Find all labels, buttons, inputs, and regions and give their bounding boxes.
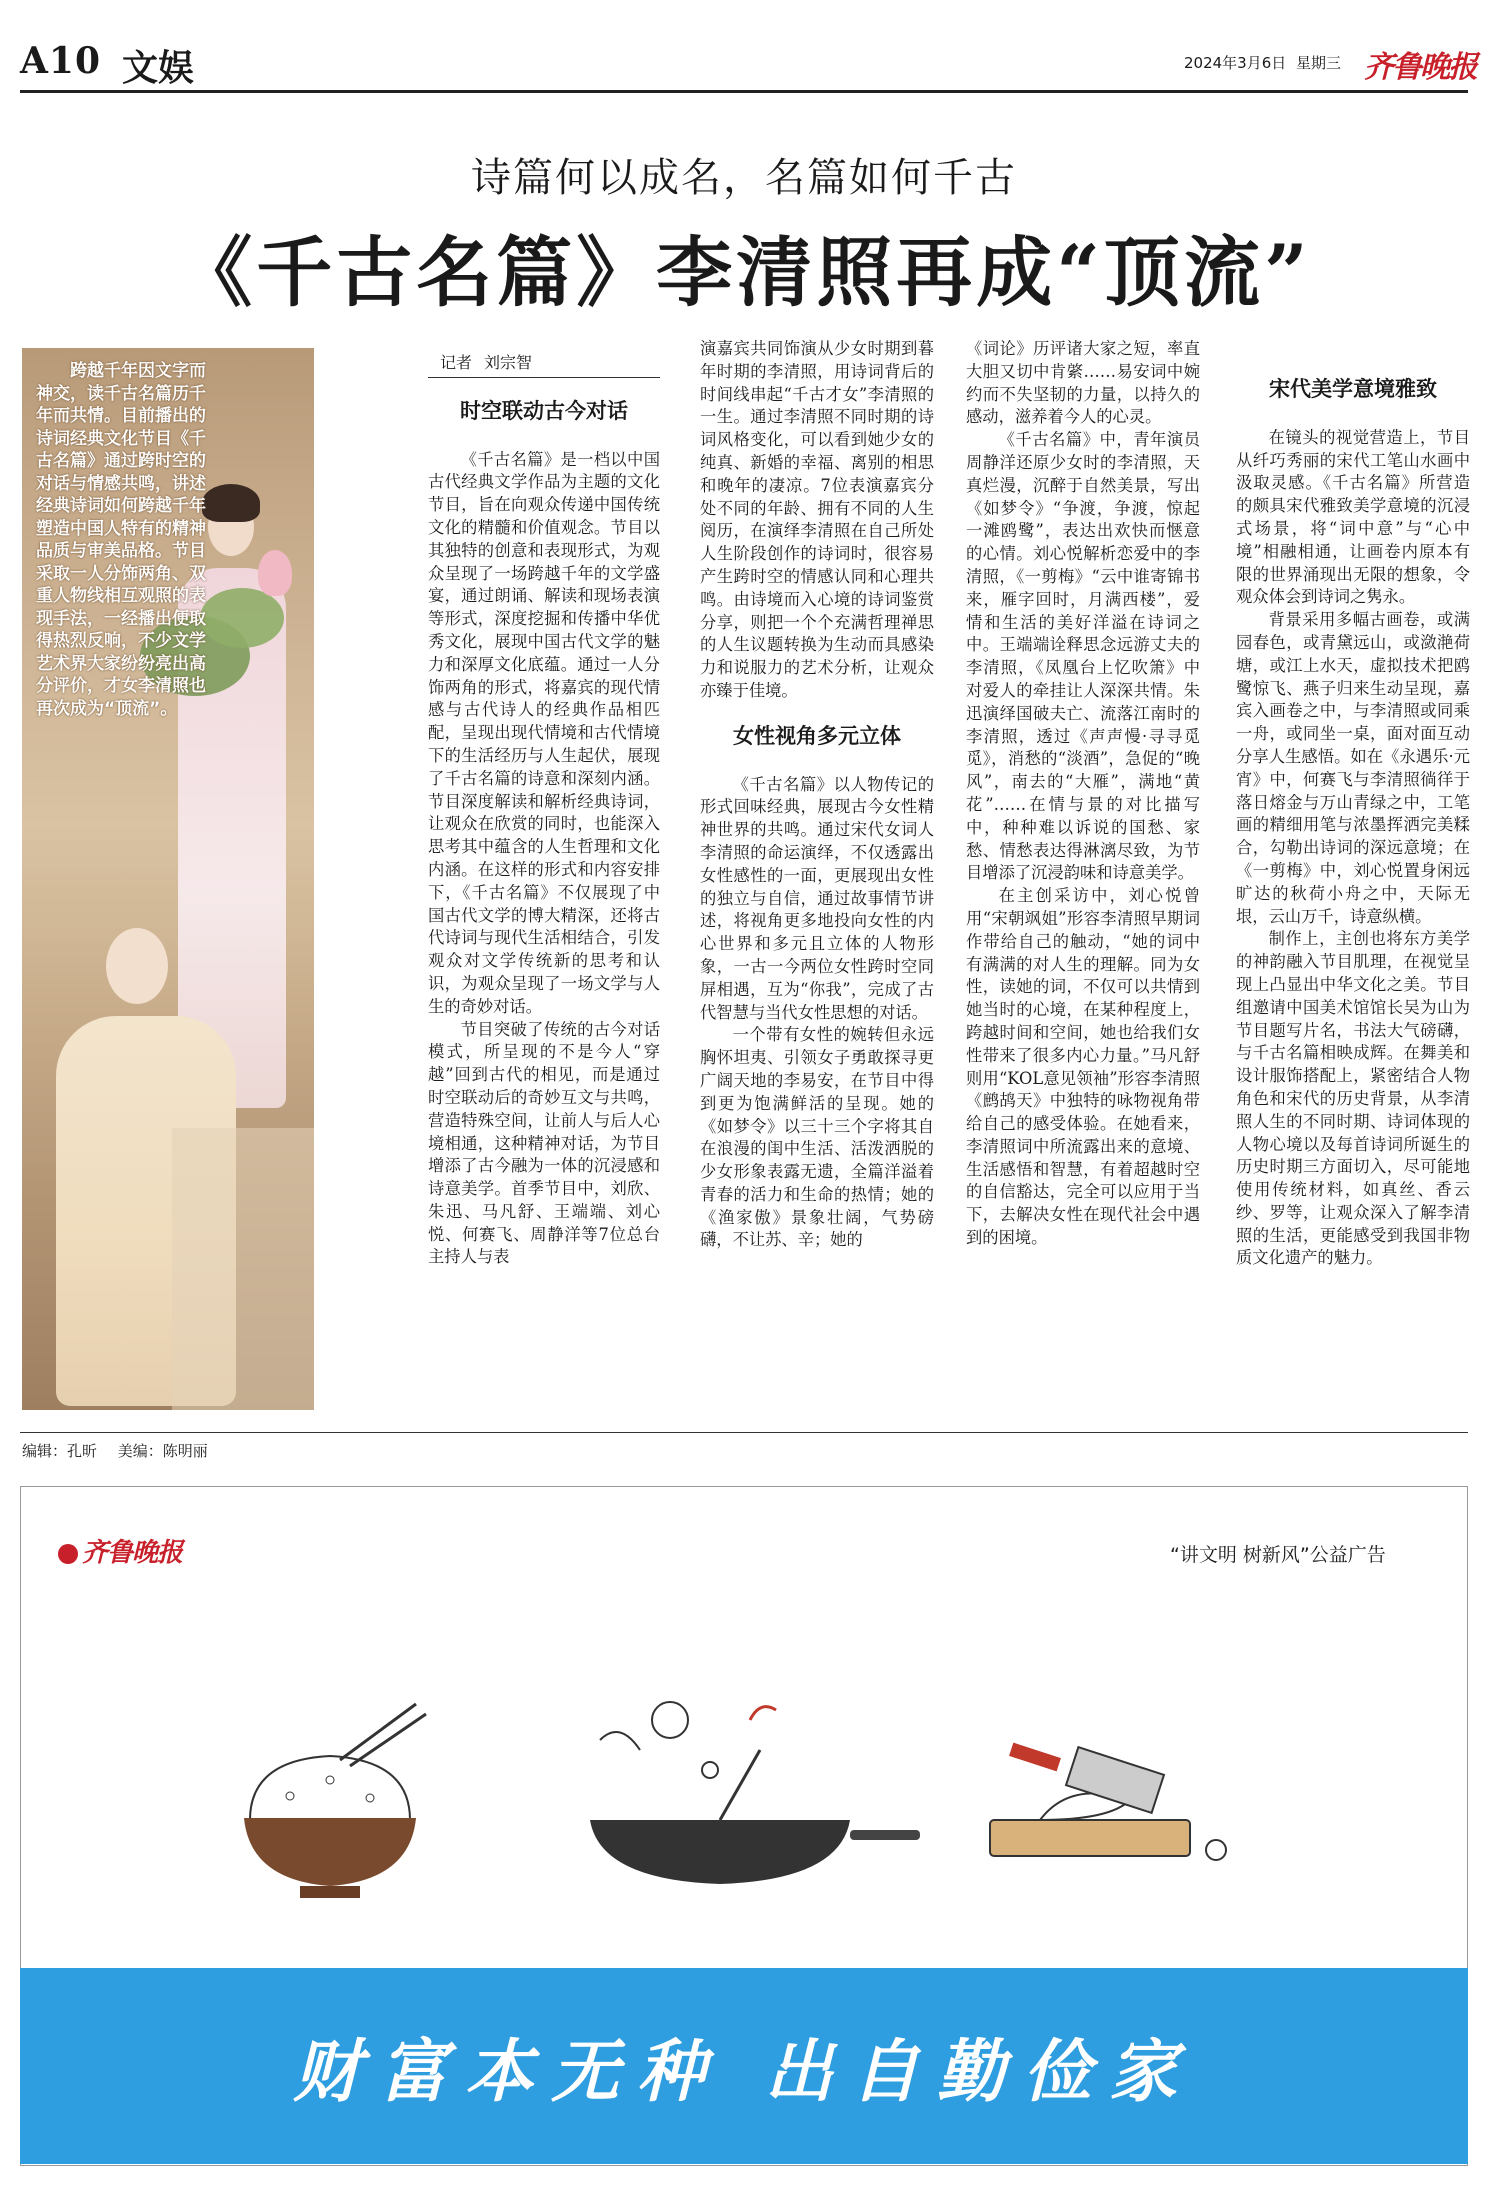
editor-credits [22,1440,224,1461]
cutting-board-icon [980,1740,1240,1880]
header-rule [20,90,1468,93]
paragraph: 在镜头的视觉营造上，节目从纤巧秀丽的宋代工笔山水画中汲取灵感。《千古名篇》所营造的颇具宋代雅致美学意境的沉浸式场景，将“词中意”与“心中境”相融相通，让画卷内原本有限的世界涌现出无限的想象，令观众体会到诗词之隽永。 [1236,427,1470,607]
paragraph: 《千古名篇》是一档以中国古代经典文学作品为主题的文化节目，旨在向观众传递中国传统文化的精髓和价值观念。节目以其独特的创意和表现形式，为观众呈现了一场跨越千年的文学盛宴，通过朗诵、解读和现场表演等形式，深度挖掘和传播中华优秀文化，展现中国古代文学的魅力和深厚文化底蕴。通过一人分饰两角的形式，将嘉宾的现代情感与古代诗人的经典作品相匹配，呈现出现代情境和古代情境下的生活经历与人生起伏，展现了千古名篇的诗意和深刻内涵。节目深度解读和解析经典诗词，让观众在欣赏的同时，也能深入思考其中蕴含的人生哲理和文化内涵。在这样的形式和内容安排下，《千古名篇》不仅展现了中国古代文学的博大精深，还将古代诗词与现代生活相结合，引发观众对文学传统新的思考和认识，为观众呈现了一场文学与人生的奇妙对话。 [428,449,660,1016]
lotus-flower [258,550,292,596]
paragraph: 《千古名篇》中，青年演员周静洋还原少女时的李清照，天真烂漫，沉醉于自然美景，写出《如梦令》“争渡，争渡，惊起一滩鸥鹭”，表达出欢快而惬意的心情。刘心悦解析恋爱中的李清照，《一剪梅》“云中谁寄锦书来，雁字回时，月满西楼”，爱情和生活的美好洋溢在诗词之中。王端端诠释思念远游丈夫的李清照，《凤凰台上忆吹箫》中对爱人的牵挂让人深深共情。朱迅演绎国破夫亡、流落江南时的李清照，透过《声声慢·寻寻觅觅》，消愁的“淡酒”，急促的“晚风”，南去的“大雁”，满地“黄花”……在情与景的对比描写中，种种难以诉说的国愁、家愁、情愁表达得淋漓尽致，为节目增添了沉浸韵味和诗意美学。 [966,430,1200,883]
headline-title: 《千古名篇》李清照再成“顶流” [176,228,1312,317]
article-column-3 [966,338,1200,1250]
paragraph: 一个带有女性的婉转但永远胸怀坦夷、引领女子勇敢探寻更广阔天地的李易安，在节目中得到更为饱满鲜活的呈现。她的《如梦令》以三十三个字将其自在浪漫的闺中生活、活泼洒脱的少女形象表露无遗，全篇洋溢着青春的活力和生命的热情；她的《渔家傲》景象壮阔，气势磅礴，不让苏、辛；她的 [700,1025,934,1250]
ad-motto: 财富本无种 出自勤俭家 [293,2032,1195,2112]
rice-bowl-icon [220,1700,440,1910]
paragraph: 节目突破了传统的古今对话模式，所呈现的不是今人“穿越”回到古代的相见，而是通过时空联动后的奇妙互文与共鸣，营造特殊空间，让前人与后人心境相通，这种精神对话，为节目增添了古今融为一体的沉浸感和诗意美学。首季节目中，刘欣、朱迅、马凡舒、王端端、刘心悦、何赛飞、周静洋等7位总台主持人与表 [428,1019,660,1267]
article-column-2 [700,338,934,1252]
stone-pedestal [172,1128,314,1410]
designer-label: 美编：陈明丽 [117,1442,208,1460]
editor-label: 编辑：孔昕 [22,1442,98,1460]
section-name: 文娱 [122,47,195,89]
page-number: A10 [20,40,102,82]
wok-icon [560,1680,920,1900]
paragraph: 演嘉宾共同饰演从少女时期到暮年时期的李清照，用诗词背后的时间线串起“千古才女”李清照的一生。通过李清照不同时期的诗词风格变化，可以看到她少女的纯真、新婚的幸福、离别的相思和晚年的凄凉。7位表演嘉宾分处不同的年龄、拥有不同的人生阅历，在演绎李清照在自己所处人生阶段创作的诗词时，很容易产生跨时空的情感认同和心理共鸣。由诗境而入心境的诗词鉴赏分享，则把一个个充满哲理禅思的人生议题转换为生动而具感染力和说服力的艺术分析，让观众亦臻于佳境。 [700,339,934,700]
intro-text: 跨越千年因文字而神交，读千古名篇历千年而共情。目前播出的诗词经典文化节目《千古名篇》通过跨时空的对话与情感共鸣，讲述经典诗词如何跨越千年塑造中国人特有的精神品质与审美品格。节目采取一人分饰两角、双重人物线相互观照的表现手法，一经播出便取得热烈反响，不少文学艺术界大家纷纷亮出高分评价，才女李清照也再次成为“顶流”。 [36,361,206,719]
issue-weekday: 星期三 [1296,54,1342,72]
issue-date: 2024年3月6日 [1184,54,1287,72]
paragraph: 在主创采访中，刘心悦曾用“宋朝飒姐”形容李清照早期词作带给自己的触动，“她的词中有满满的对人生的理解。同为女性，读她的词，不仅可以共情到她当时的心境，在某种程度上，跨越时间和空间，她也给我们女性带来了很多内心力量。”马凡舒则用“KOL意见领袖”形容李清照《鹧鸪天》中独特的咏物视角带给自己的感受体验。在她看来，李清照词中所流露出来的意境、生活感悟和智慧，有着超越时空的自信豁达，完全可以应用于当下，去解决女性在现代社会中遇到的困境。 [966,886,1200,1248]
section-heading-3: 宋代美学意境雅致 [1269,376,1437,401]
ad-slogan: “讲文明 树新风”公益广告 [1170,1544,1386,1566]
byline: 记者 刘宗智 [428,352,660,378]
paragraph: 背景采用多幅古画卷，或满园春色，或青黛远山，或潋滟荷塘，或江上水天，虚拟技术把鸥鹭惊飞、燕子归来生动呈现，嘉宾入画卷之中，与李清照或同乘一舟，或同坐一桌，面对面互动分享人生感悟。如在《永遇乐·元宵》中，何赛飞与李清照徜徉于落日熔金与万山青绿之中，工笔画的精细用笔与浓墨挥洒完美糅合，勾勒出诗词的深远意境；在《一剪梅》中，刘心悦置身闲远旷达的秋荷小舟之中，天际无垠，云山万千，诗意纵横。 [1236,610,1470,926]
headline-subtitle: 诗篇何以成名，名篇如何千古 [471,155,1017,201]
article-column-1 [428,352,660,1269]
footer-rule [20,1432,1468,1433]
paragraph: 制作上，主创也将东方美学的神韵融入节目肌理，在视觉呈现上凸显出中华文化之美。节目组邀请中国美术馆馆长吴为山为节目题写片名，书法大气磅礴，与千古名篇相映成辉。在舞美和设计服饰搭配上，紧密结合人物角色和宋代的历史背景，从李清照人生的不同时期、诗词体现的人物心境以及每首诗词所诞生的历史时期三方面切入，尽可能地使用传统材料，如真丝、香云纱、罗等，让观众深入了解李清照的生活，更能感受到我国非物质文化遗产的魅力。 [1236,929,1470,1268]
paragraph: 《千古名篇》以人物传记的形式回味经典，展现古今女性精神世界的共鸣。通过宋代女词人李清照的命运演绎，不仅透露出女性感性的一面，更展现出女性的独立与自信，通过故事情节讲述，将视角更多地投向女性的内心世界和多元且立体的人物形象，一古一今两位女性跨时空同屏相遇，互为“你我”，完成了古代智慧与当代女性思想的对话。 [700,774,934,1022]
masthead-logo: 齐鲁晚报 [1364,50,1476,85]
section-heading-2: 女性视角多元立体 [733,722,901,748]
paragraph: 《词论》历评诸大家之短，率直大胆又切中肯綮……易安词中婉约而不失坚韧的力量，以持久的感动，滋养着今人的心灵。 [966,339,1200,427]
section-heading-1: 时空联动古今对话 [460,397,628,423]
logo-dot-icon [58,1544,78,1564]
ad-logo: 齐鲁晚报 [58,1532,182,1569]
article-column-4 [1236,378,1470,1270]
